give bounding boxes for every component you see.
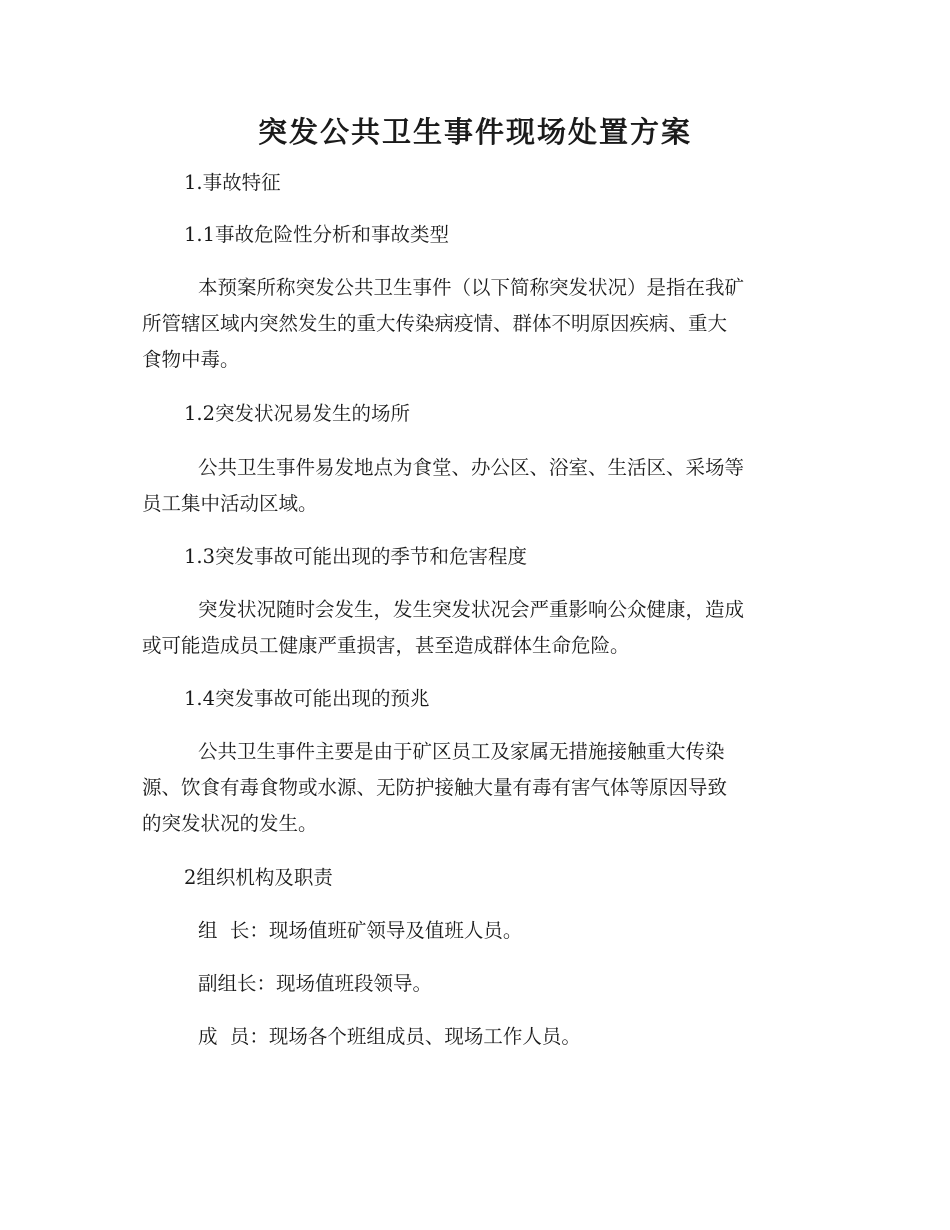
paragraph-1-1 <box>142 270 808 378</box>
paragraph-line: 员工集中活动区域。 <box>142 492 318 515</box>
paragraph-line: 公共卫生事件主要是由于矿区员工及家属无措施接触重大传染 <box>198 740 725 763</box>
section-heading-1-1: 1.1事故危险性分析和事故类型 <box>184 223 450 246</box>
role-leader: 组 长：现场值班矿领导及值班人员。 <box>198 919 523 942</box>
paragraph-1-4 <box>142 734 808 842</box>
paragraph-line: 源、饮食有毒食物或水源、无防护接触大量有毒有害气体等原因导致 <box>142 776 728 799</box>
section-heading-1: 1.事故特征 <box>184 171 281 194</box>
paragraph-line: 食物中毒。 <box>142 348 240 371</box>
paragraph-line: 公共卫生事件易发地点为食堂、办公区、浴室、生活区、采场等 <box>198 456 745 479</box>
paragraph-line: 或可能造成员工健康严重损害，甚至造成群体生命危险。 <box>142 634 630 657</box>
section-heading-1-3: 1.3突发事故可能出现的季节和危害程度 <box>184 545 528 568</box>
paragraph-1-3 <box>142 592 808 664</box>
role-deputy-leader: 副组长：现场值班段领导。 <box>198 972 433 995</box>
section-heading-2: 2组织机构及职责 <box>184 866 333 889</box>
paragraph-line: 的突发状况的发生。 <box>142 812 318 835</box>
role-members: 成 员：现场各个班组成员、现场工作人员。 <box>198 1025 581 1048</box>
document-title: 突发公共卫生事件现场处置方案 <box>257 115 692 149</box>
paragraph-line: 本预案所称突发公共卫生事件（以下简称突发状况）是指在我矿 <box>198 276 745 299</box>
paragraph-1-2 <box>142 450 808 522</box>
section-heading-1-2: 1.2突发状况易发生的场所 <box>184 402 411 425</box>
section-heading-1-4: 1.4突发事故可能出现的预兆 <box>184 687 430 710</box>
paragraph-line: 所管辖区域内突然发生的重大传染病疫情、群体不明原因疾病、重大 <box>142 312 728 335</box>
paragraph-line: 突发状况随时会发生，发生突发状况会严重影响公众健康，造成 <box>198 598 745 621</box>
